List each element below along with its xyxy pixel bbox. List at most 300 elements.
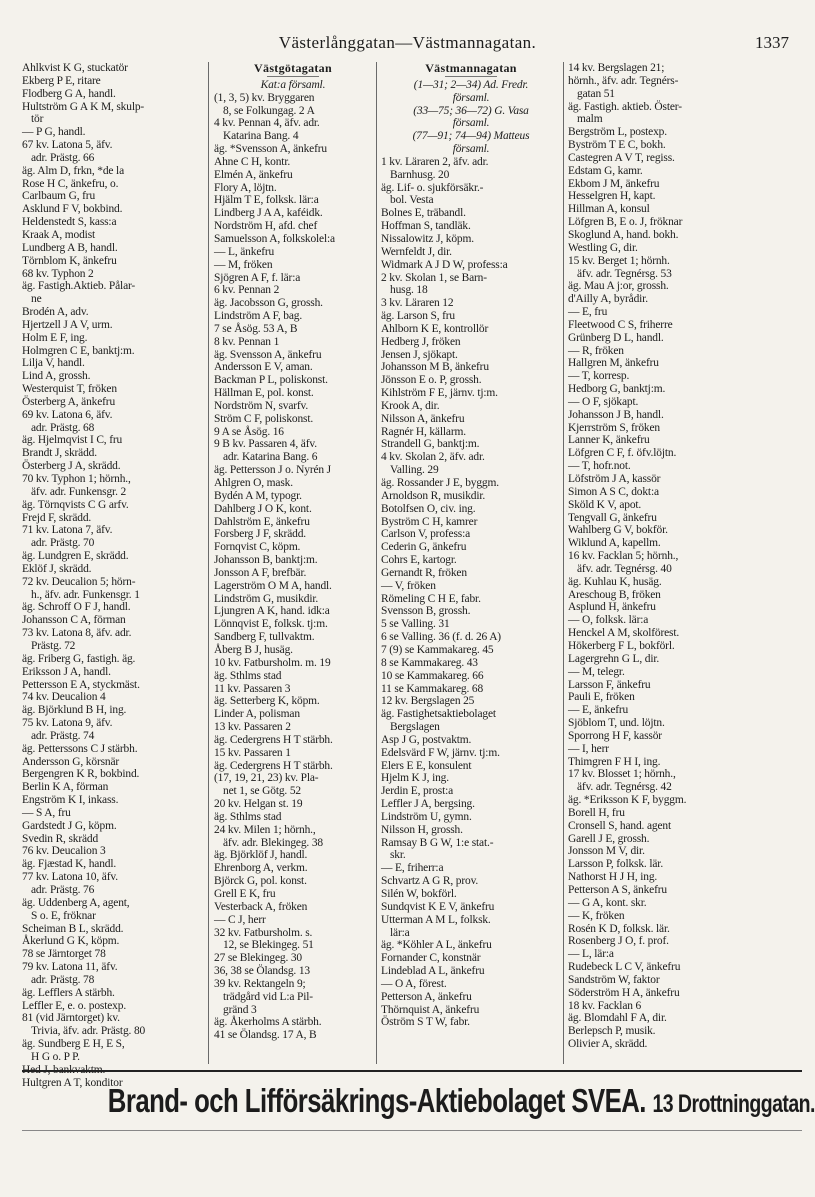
directory-entry: bol. Vesta [390, 194, 434, 207]
directory-entry: äg. Björklöf J, handl. [214, 849, 308, 862]
directory-entry: Cederin G, änkefru [381, 541, 467, 554]
directory-entry: Hjälm T E, folksk. lär:a [214, 194, 319, 207]
directory-entry: Prästg. 72 [31, 639, 76, 652]
directory-entry: Kraak A, modist [22, 228, 96, 241]
street-heading: Västmannagatan [425, 61, 517, 75]
directory-entry: Thörnquist A, änkefru [381, 1003, 480, 1016]
directory-entry: Flodberg G A, handl. [22, 87, 116, 100]
directory-entry: Nilsson H, grossh. [381, 823, 463, 836]
directory-entry: Cronsell S, hand. agent [568, 819, 671, 832]
directory-entry: Grell E K, fru [214, 888, 276, 900]
directory-entry: Löfgren C F, f. öfv.löjtn. [568, 447, 677, 460]
page-header [0, 33, 815, 55]
directory-entry: 4 kv. Pennan 4, äfv. adr. [214, 117, 320, 130]
directory-entry: — K, fröken [568, 909, 625, 922]
column-2 [214, 62, 372, 1066]
directory-entry: 73 kv. Latona 8, äfv. adr. [22, 627, 132, 640]
directory-entry: Åberg B J, husäg. [214, 643, 293, 656]
directory-entry: Hällman E, pol. konst. [214, 387, 314, 400]
directory-entry: 78 se Järntorget 78 [22, 948, 106, 961]
column-4 [568, 62, 798, 1066]
directory-entry: Ahne C H, kontr. [214, 155, 291, 168]
directory-entry: Castegren A V T, regiss. [568, 151, 675, 164]
heading-rule [267, 76, 319, 77]
directory-entry: Sporrong H F, kassör [568, 729, 662, 742]
directory-entry: Byström T E C, bokh. [568, 139, 666, 152]
directory-entry: 20 kv. Helgan st. 19 [214, 798, 303, 811]
directory-entry: Sjöblom T, und. löjtn. [568, 717, 665, 730]
directory-entry: Dahlström E, änkefru [214, 515, 310, 528]
directory-entry: Jensen J, sjökapt. [381, 348, 458, 361]
directory-entry: Lindström G, musikdir. [214, 592, 319, 605]
directory-entry: 36, 38 se Ölandsg. 13 [214, 965, 310, 978]
directory-entry: 79 kv. Latona 11, äfv. [22, 961, 118, 974]
directory-entry: Asplund H, änkefru [568, 601, 656, 614]
directory-entry: Olivier A, skrädd. [568, 1038, 648, 1051]
directory-entry: 10 kv. Fatbursholm. m. 19 [214, 656, 331, 669]
directory-entry: Fornander C, konstnär [381, 952, 481, 965]
directory-entry: (1, 3, 5) kv. Bryggaren [214, 91, 315, 104]
parish-note: församl. [452, 117, 490, 130]
directory-entry: 74 kv. Deucalion 4 [22, 691, 106, 704]
directory-entry: Lönnqvist E, folksk. tj:m. [214, 618, 328, 631]
directory-entry: gatan 51 [577, 87, 615, 100]
directory-entry: Sandberg F, tullvaktm. [214, 631, 315, 644]
page-title: Västerlånggatan—Västmannagatan. [278, 33, 537, 52]
directory-entry: Grünberg D L, handl. [568, 331, 664, 344]
directory-entry: Holmgren C E, banktj:m. [22, 344, 135, 357]
directory-entry: Lanner K, änkefru [568, 434, 650, 447]
directory-entry: 70 kv. Typhon 1; hörnh., [22, 473, 131, 485]
directory-entry: Lagerström O M A, handl. [214, 579, 332, 592]
directory-entry: 13 kv. Passaren 2 [214, 721, 291, 734]
directory-entry: Schvartz A G R, prov. [381, 875, 479, 888]
directory-entry: äg. Sundberg E H, E S, [22, 1038, 125, 1051]
parish-note: (33—75; 36—72) G. Vasa [413, 104, 529, 117]
directory-entry: Bydén A M, typogr. [214, 489, 302, 502]
directory-entry: Hedberg J, fröken [381, 335, 461, 348]
directory-entry: 8, se Folkungag. 2 A [223, 104, 315, 117]
directory-entry: Byström C H, kamrer [381, 515, 478, 528]
directory-entry: Westerquist T, fröken [22, 383, 117, 396]
directory-entry: Lindberg J A A, kaféidk. [214, 207, 323, 220]
directory-entry: Hjelm K J, ing. [381, 772, 449, 785]
directory-entry: Jonsson A F, brefbär. [214, 566, 307, 579]
directory-entry: Elmén A, änkefru [214, 168, 293, 181]
directory-entry: Ström C F, poliskonst. [214, 412, 314, 425]
directory-entry: tör [31, 113, 44, 126]
directory-entry: adr. Prästg. 70 [31, 537, 95, 550]
directory-entry: Krook A, dir. [381, 399, 440, 412]
directory-entry: — S A, fru [22, 806, 71, 819]
directory-entry: — M, fröken [214, 258, 273, 271]
directory-entry: Nordström H, afd. chef [214, 220, 318, 233]
directory-entry: ne [31, 293, 42, 306]
directory-entry: Asp J G, postvaktm. [381, 733, 472, 746]
directory-entry: Silén W, bokförl. [381, 888, 457, 900]
directory-entry: Hultström G A K M, skulp- [22, 100, 145, 113]
directory-entry: Thimgren F H I, ing. [568, 755, 661, 768]
directory-entry: trädgård vid L:a Pil- [223, 990, 313, 1003]
directory-entry: adr. Prästg. 68 [31, 421, 95, 434]
directory-entry: gränd 3 [223, 1003, 257, 1016]
directory-entry: 11 se Kammakareg. 68 [381, 682, 484, 695]
directory-entry: äg. Uddenberg A, agent, [22, 896, 130, 909]
directory-entry: Johansson M B, änkefru [381, 361, 489, 374]
directory-entry: äg. Åkerholms A stärbh. [214, 1016, 322, 1029]
directory-entry: — E, friherr:a [381, 862, 444, 875]
directory-entry: Samuelsson A, folkskolel:a [214, 232, 335, 245]
directory-entry: adr. Prästg. 66 [31, 151, 95, 164]
directory-entry: Widmark A J D W, profess:a [381, 258, 508, 271]
directory-entry: skr. [390, 849, 406, 862]
advertisement-address: 13 Drottninggatan. [652, 1090, 815, 1118]
directory-entry: Nilsson A, änkefru [381, 412, 465, 425]
directory-entry: äg. Jacobsson G, grossh. [214, 297, 323, 310]
directory-entry: Arnoldson R, musikdir. [381, 489, 486, 502]
directory-entry: Svedin R, skrädd [22, 832, 99, 845]
directory-entry: Rosén K D, folksk. lär. [568, 922, 670, 935]
parish-note: församl. [452, 143, 490, 156]
directory-entry: Ljungren A K, hand. idk:a [214, 605, 330, 618]
directory-entry: h., äfv. adr. Funkensgr. 1 [31, 588, 140, 601]
directory-entry: 68 kv. Typhon 2 [22, 267, 94, 280]
directory-entry: — O, folksk. lär:a [568, 614, 649, 627]
directory-entry: malm [577, 113, 603, 126]
directory-entry: Trivia, äfv. adr. Prästg. 80 [31, 1025, 146, 1038]
directory-entry: — T, korresp. [568, 370, 630, 383]
directory-entry: Hesselgren H, kapt. [568, 190, 656, 203]
directory-entry: Bergengren K R, bokbind. [22, 768, 140, 781]
directory-entry: Rudebeck L C V, änkefru [568, 961, 681, 974]
directory-entry: Andersson E V, aman. [214, 361, 313, 374]
directory-entry: 12, se Blekingeg. 51 [223, 939, 314, 952]
directory-entry: 2 kv. Skolan 1, se Barn- [381, 271, 487, 284]
directory-entry: Hedborg G, banktj:m. [568, 383, 666, 396]
directory-entry: — T, hofr.not. [568, 460, 631, 473]
directory-entry: Svensson B, grossh. [381, 605, 471, 618]
directory-entry: Ramsay B G W, 1:e stat.- [381, 836, 494, 849]
directory-entry: äg. Larson S, fru [381, 310, 455, 323]
directory-entry: — L, lär:a [568, 948, 614, 961]
directory-entry: Fornqvist C, köpm. [214, 541, 301, 554]
directory-entry: äg. Petterssons C J stärbh. [22, 742, 138, 755]
directory-entry: Lindeblad A L, änkefru [381, 965, 485, 978]
directory-entry: Wiklund A, kapellm. [568, 537, 661, 550]
directory-entry: adr. Katarina Bang. 6 [223, 451, 318, 464]
directory-entry: S o. E, fröknar [31, 909, 96, 922]
directory-entry: Petterson A, änkefru [381, 990, 472, 1003]
directory-entry: Gardstedt J G, köpm. [22, 819, 117, 832]
directory-entry: Bolnes E, träbandl. [381, 207, 466, 220]
directory-entry: Hed J, bankvaktm. [22, 1063, 106, 1076]
directory-entry: 18 kv. Facklan 6 [568, 999, 642, 1012]
directory-entry: Ahlborn K E, kontrollör [381, 322, 489, 335]
directory-entry: 11 kv. Passaren 3 [214, 682, 291, 695]
parish-note: (1—31; 2—34) Ad. Fredr. [413, 78, 529, 91]
directory-entry: Hoffman S, tandläk. [381, 220, 471, 233]
directory-entry: Jerdin E, prost:a [381, 785, 454, 798]
directory-entry: — C J, herr [214, 913, 266, 926]
directory-entry: Ahlkvist K G, stuckatör [22, 62, 128, 74]
directory-entry: Nordström N, svarfv. [214, 399, 309, 412]
directory-entry: 10 se Kammakareg. 66 [381, 669, 484, 682]
directory-entry: Carlbaum G, fru [22, 190, 96, 203]
column-3 [381, 62, 561, 1066]
directory-entry: Carlson V, profess:a [381, 528, 471, 541]
directory-entry: Larsson F, änkefru [568, 678, 651, 691]
directory-entry: äg. *Svensson A, änkefru [214, 143, 327, 156]
directory-entry: hörnh., äfv. adr. Tegnérs- [568, 74, 679, 87]
column-divider [208, 62, 209, 1064]
directory-entry: Henckel A M, skolförest. [568, 627, 680, 640]
directory-entry: Rose H C, änkefru, o. [22, 177, 119, 190]
directory-entry: Berlin K A, förman [22, 781, 109, 794]
directory-entry: äg. Blomdahl F A, dir. [568, 1012, 667, 1025]
directory-entry: 4 kv. Skolan 2, äfv. adr. [381, 451, 485, 464]
directory-entry: äg. Cedergrens H T stärbh. [214, 733, 333, 746]
directory-entry: Wernfeldt J, dir. [381, 245, 452, 258]
directory-entry: äg. Rossander J E, byggm. [381, 477, 499, 489]
directory-entry: Cohrs E, kartogr. [381, 554, 457, 567]
directory-entry: Öström S T W, fabr. [381, 1016, 470, 1029]
directory-entry: Sandström W, faktor [568, 973, 660, 986]
directory-entry: — O A, förest. [381, 977, 447, 990]
directory-entry: Römeling C H E, fabr. [381, 592, 481, 605]
directory-entry: — P G, handl. [22, 126, 86, 139]
directory-entry: Ekbom J M, änkefru [568, 177, 660, 190]
directory-entry: äg. Fastigh. aktieb. Öster- [568, 100, 682, 113]
directory-entry: Brodén A, adv. [22, 306, 89, 319]
directory-entry: äfv. adr. Tegnérsg. 53 [577, 267, 672, 280]
directory-entry: Ekberg P E, ritare [22, 74, 101, 87]
directory-entry: — V, fröken [381, 579, 436, 592]
directory-entry: Tengvall G, änkefru [568, 511, 657, 524]
directory-entry: Hjertzell J A V, urm. [22, 318, 113, 331]
directory-entry: Jönsson E o. P, grossh. [381, 374, 482, 387]
directory-entry: äg. Mau A j:or, grossh. [568, 280, 669, 293]
directory-entry: Ehrenborg A, verkm. [214, 862, 308, 875]
directory-entry: 6 se Valling. 36 (f. d. 26 A) [381, 631, 501, 644]
directory-entry: 15 kv. Berget 1; hörnh. [568, 254, 670, 267]
directory-entry: adr. Prästg. 76 [31, 884, 95, 896]
directory-entry: äg. Törnqvists C G arfv. [22, 498, 129, 511]
directory-entry: Österberg A, änkefru [22, 395, 116, 408]
directory-entry: äg. Friberg G, fastigh. äg. [22, 652, 136, 665]
directory-entry: äg. Cedergrens H T stärbh. [214, 759, 333, 772]
directory-entry: Botolfsen O, civ. ing. [381, 502, 476, 515]
directory-entry: äfv. adr. Funkensgr. 2 [31, 485, 127, 498]
directory-entry: Utterman A M L, folksk. [381, 913, 491, 926]
directory-entry: äg. Svensson A, änkefru [214, 348, 322, 361]
directory-entry: 8 se Kammakareg. 43 [381, 656, 478, 669]
directory-entry: Fleetwood C S, friherre [568, 318, 673, 331]
directory-entry: Lundberg A B, handl. [22, 241, 118, 254]
directory-entry: 27 se Blekingeg. 30 [214, 952, 303, 965]
directory-entry: adr. Prästg. 74 [31, 729, 95, 742]
directory-entry: äg. Fastighetsaktiebolaget [381, 708, 496, 721]
directory-entry: 9 A se Åsög. 16 [214, 425, 284, 438]
directory-entry: — L, änkefru [214, 245, 275, 258]
column-divider [563, 62, 564, 1064]
directory-entry: Lindström A F, bag. [214, 310, 303, 323]
directory-entry: Brandt J, skrädd. [22, 447, 97, 460]
directory-entry: Barnhusg. 20 [390, 168, 450, 181]
parish-note: Kat:a församl. [260, 78, 326, 91]
directory-entry: äg. Fjæstad K, handl. [22, 858, 117, 871]
directory-entry: Rosenberg J O, f. prof. [568, 935, 669, 948]
directory-entry: (17, 19, 21, 23) kv. Pla- [214, 772, 319, 785]
directory-entry: Lagergrehn G L, dir. [568, 652, 660, 665]
directory-entry: Eriksson J A, handl. [22, 665, 111, 678]
directory-entry: Ragnér H, källarm. [381, 425, 466, 438]
directory-entry: Hökerberg F L, bokförl. [568, 639, 675, 652]
directory-entry: Löfström J A, kassör [568, 473, 661, 485]
directory-entry: Törnblom K, änkefru [22, 254, 117, 267]
street-heading: Västgötagatan [254, 61, 332, 75]
directory-entry: Hallgren M, änkefru [568, 357, 659, 370]
directory-entry: Petterson A S, änkefru [568, 884, 667, 896]
parish-note: församl. [452, 91, 490, 104]
directory-entry: 69 kv. Latona 6, äfv. [22, 408, 113, 421]
directory-entry: äg. Kuhlau K, husäg. [568, 575, 662, 588]
directory-entry: äg. Hjelmqvist I C, fru [22, 434, 123, 447]
directory-entry: Sköld K V, apot. [568, 498, 642, 511]
directory-entry: äfv. adr. Tegnérsg. 40 [577, 562, 672, 575]
directory-entry: Lilja V, handl. [22, 357, 85, 370]
directory-entry: Asklund F V, bokbind. [22, 203, 123, 216]
directory-entry: Söderström H A, änkefru [568, 986, 680, 999]
directory-entry: 77 kv. Latona 10, äfv. [22, 871, 118, 884]
directory-entry: Heldenstedt S, kass:a [22, 216, 117, 229]
directory-entry: — I, herr [568, 742, 609, 755]
directory-entry: Leffler J A, bergsing. [381, 798, 475, 811]
column-1 [22, 62, 205, 1089]
directory-entry: Hultgren A T, konditor [22, 1076, 123, 1089]
directory-entry: Sundqvist K E V, änkefru [381, 900, 495, 913]
directory-entry: Linder A, polisman [214, 708, 300, 721]
directory-entry: Löfgren B, E o. J, fröknar [568, 216, 683, 229]
directory-entry: Edelsvärd F W, järnv. tj:m. [381, 746, 500, 759]
directory-entry: Dahlberg J O K, kont. [214, 502, 312, 515]
directory-entry: äfv. adr. Tegnérsg. 42 [577, 781, 672, 794]
directory-entry: — E, fru [568, 306, 608, 319]
directory-entry: Borell H, fru [568, 806, 625, 819]
directory-entry: Nathorst H J H, ing. [568, 871, 658, 884]
directory-entry: 71 kv. Latona 7, äfv. [22, 524, 113, 537]
directory-entry: Jonsson M V, dir. [568, 845, 645, 858]
directory-entry: Skoglund A, hand. bokh. [568, 228, 679, 241]
directory-entry: Pettersson E A, styckmäst. [22, 678, 140, 691]
directory-entry: — R, fröken [568, 344, 624, 357]
directory-entry: Leffler E, e. o. postexp. [22, 999, 127, 1012]
directory-entry: — E, änkefru [568, 704, 629, 717]
directory-entry: Berlepsch P, musik. [568, 1025, 656, 1038]
heading-rule [445, 76, 497, 77]
directory-entry: Pauli E, fröken [568, 691, 635, 704]
directory-entry: Frejd F, skrädd. [22, 511, 92, 524]
directory-entry: Wahlberg G V, bokför. [568, 524, 668, 537]
directory-entry: Österberg J A, skrädd. [22, 460, 121, 473]
directory-entry: 72 kv. Deucalion 5; hörn- [22, 575, 136, 588]
directory-entry: 24 kv. Milen 1; hörnh., [214, 823, 316, 836]
directory-entry: Bergslagen [390, 721, 440, 734]
directory-entry: 6 kv. Pennan 2 [214, 284, 280, 297]
directory-entry: Vesterback A, fröken [214, 900, 308, 913]
directory-entry: 32 kv. Fatbursholm. s. [214, 926, 313, 939]
directory-entry: äg. *Eriksson K F, byggm. [568, 794, 687, 807]
directory-entry: äfv. adr. Blekingeg. 38 [223, 836, 323, 849]
directory-entry: Nissalowitz J, köpm. [381, 232, 474, 245]
directory-entry: 9 B kv. Passaren 4, äfv. [214, 438, 317, 451]
directory-entry: — O F, sjökapt. [568, 395, 639, 408]
directory-entry: 41 se Ölandsg. 17 A, B [214, 1029, 317, 1042]
directory-entry: 7 se Åsög. 53 A, B [214, 322, 298, 335]
directory-entry: 67 kv. Latona 5, äfv. [22, 139, 113, 152]
directory-entry: äg. Setterberg K, köpm. [214, 695, 320, 708]
advertisement-banner [22, 1070, 815, 1131]
directory-entry: Björck G, pol. konst. [214, 875, 307, 888]
directory-entry: Andersson G, körsnär [22, 755, 120, 768]
advertisement-text [107, 1082, 815, 1120]
directory-entry: Bergström L, postexp. [568, 126, 667, 139]
directory-entry: Hillman A, konsul [568, 203, 650, 216]
directory-entry: d'Ailly A, byrådir. [568, 293, 648, 306]
directory-entry: äg. Sthlms stad [214, 810, 282, 823]
directory-entry: 14 kv. Bergslagen 21; [568, 62, 665, 74]
page-number: 1337 [755, 33, 789, 52]
directory-entry: Johansson B, banktj:m. [214, 554, 318, 567]
directory-entry: 39 kv. Rektangeln 9; [214, 977, 306, 990]
directory-entry: Larsson P, folksk. lär. [568, 858, 664, 871]
directory-entry: adr. Prästg. 78 [31, 973, 95, 986]
column-divider [376, 62, 377, 1064]
directory-entry: Holm E F, ing. [22, 331, 88, 344]
directory-entry: Gernandt R, fröken [381, 566, 467, 579]
directory-entry: Engström K I, inkass. [22, 794, 119, 807]
directory-entry: husg. 18 [390, 284, 428, 297]
directory-entry: Johansson C A, förman [22, 614, 126, 627]
directory-entry: Areschoug B, fröken [568, 588, 661, 601]
directory-entry: Johansson J B, handl. [568, 408, 664, 421]
directory-entry: H G o. P P. [31, 1050, 80, 1063]
directory-entry: 12 kv. Bergslagen 25 [381, 695, 475, 708]
directory-entry: 76 kv. Deucalion 3 [22, 845, 106, 858]
directory-entry: Garell J E, grossh. [568, 832, 650, 845]
directory-entry: 8 kv. Pennan 1 [214, 335, 280, 348]
directory-entry: — G A, kont. skr. [568, 896, 647, 909]
advertisement-company: Brand- och Lifförsäkrings-Aktiebolaget SVEA. [107, 1082, 646, 1119]
directory-entry: 17 kv. Blosset 1; hörnh., [568, 768, 676, 781]
directory-entry: net 1, se Götg. 52 [223, 785, 301, 798]
directory-entry: Flory A, löjtn. [214, 181, 277, 194]
directory-entry: Scheiman B L, skrädd. [22, 922, 124, 935]
directory-entry: Lind A, grossh. [22, 370, 91, 383]
directory-entry: Ahlgren O, mask. [214, 477, 293, 489]
directory-entry: Kjerrström S, fröken [568, 421, 660, 434]
directory-entry: Kihlström F E, järnv. tj:m. [381, 387, 498, 400]
directory-entry: 3 kv. Läraren 12 [381, 297, 454, 310]
directory-entry: Eklöf J, skrädd. [22, 562, 92, 575]
directory-entry: äg. Björklund B H, ing. [22, 704, 127, 717]
directory-entry: Strandell G, banktj:m. [381, 438, 480, 451]
directory-entry: Westling G, dir. [568, 241, 638, 254]
directory-entry: äg. Lif- o. sjukförsäkr.- [381, 181, 484, 194]
directory-entry: äg. Pettersson J o. Nyrén J [214, 464, 331, 477]
directory-entry: Katarina Bang. 4 [223, 130, 299, 143]
directory-entry: 75 kv. Latona 9, äfv. [22, 717, 113, 730]
directory-entry: Lindström U, gymn. [381, 810, 472, 823]
